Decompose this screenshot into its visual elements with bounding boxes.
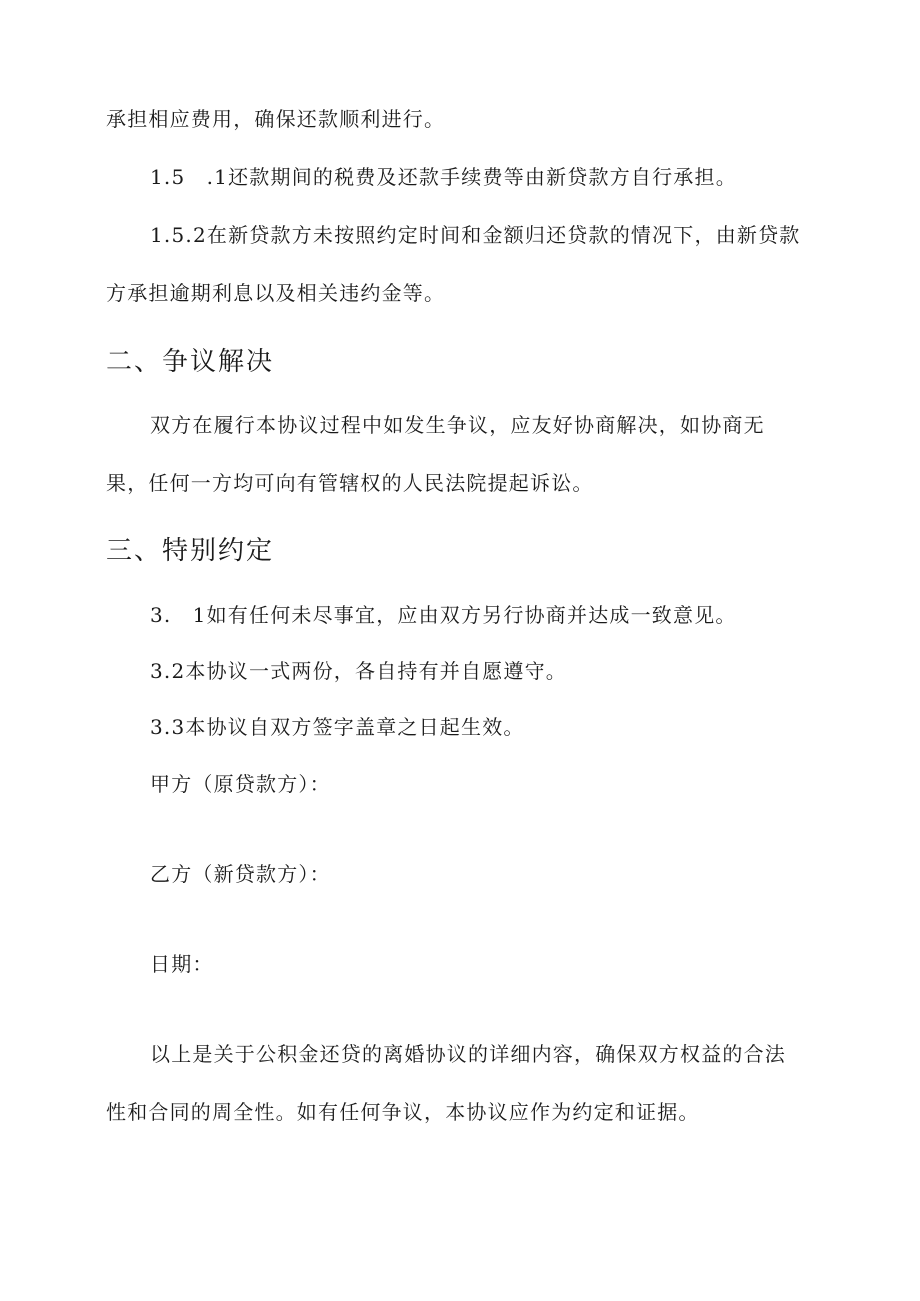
closing-paragraph-line-1: 以上是关于公积金还贷的离婚协议的详细内容，确保双方权益的合法	[150, 1042, 786, 1066]
clause-1-5-2-line-1: 1.5.2在新贷款方未按照约定时间和金额归还贷款的情况下，由新贷款	[150, 223, 801, 247]
party-a-signature-label: 甲方（原贷款方）：	[150, 772, 331, 796]
clause-3-2: 3.2本协议一式两份，各自持有并自愿遵守。	[150, 659, 568, 683]
clause-3-3: 3.3本协议自双方签字盖章之日起生效。	[150, 715, 525, 739]
section-heading-dispute: 二、争议解决	[106, 347, 275, 377]
clause-1-5-1: 1.5 .1还款期间的税费及还款手续费等由新贷款方自行承担。	[150, 165, 737, 189]
party-b-signature-label: 乙方（新贷款方）：	[150, 862, 331, 886]
dispute-paragraph-line-1: 双方在履行本协议过程中如发生争议，应友好协商解决，如协商无	[150, 413, 765, 437]
clause-3-1: 3. 1如有任何未尽事宜，应由双方另行协商并达成一致意见。	[150, 603, 737, 627]
clause-1-5-2-line-2: 方承担逾期利息以及相关违约金等。	[106, 281, 446, 305]
section-heading-special: 三、特别约定	[106, 536, 275, 566]
dispute-paragraph-line-2: 果，任何一方均可向有管辖权的人民法院提起诉讼。	[106, 471, 594, 495]
date-label: 日期：	[150, 952, 214, 976]
paragraph-continuation: 承担相应费用，确保还款顺利进行。	[106, 107, 446, 131]
closing-paragraph-line-2: 性和合同的周全性。如有任何争议，本协议应作为约定和证据。	[106, 1100, 700, 1124]
